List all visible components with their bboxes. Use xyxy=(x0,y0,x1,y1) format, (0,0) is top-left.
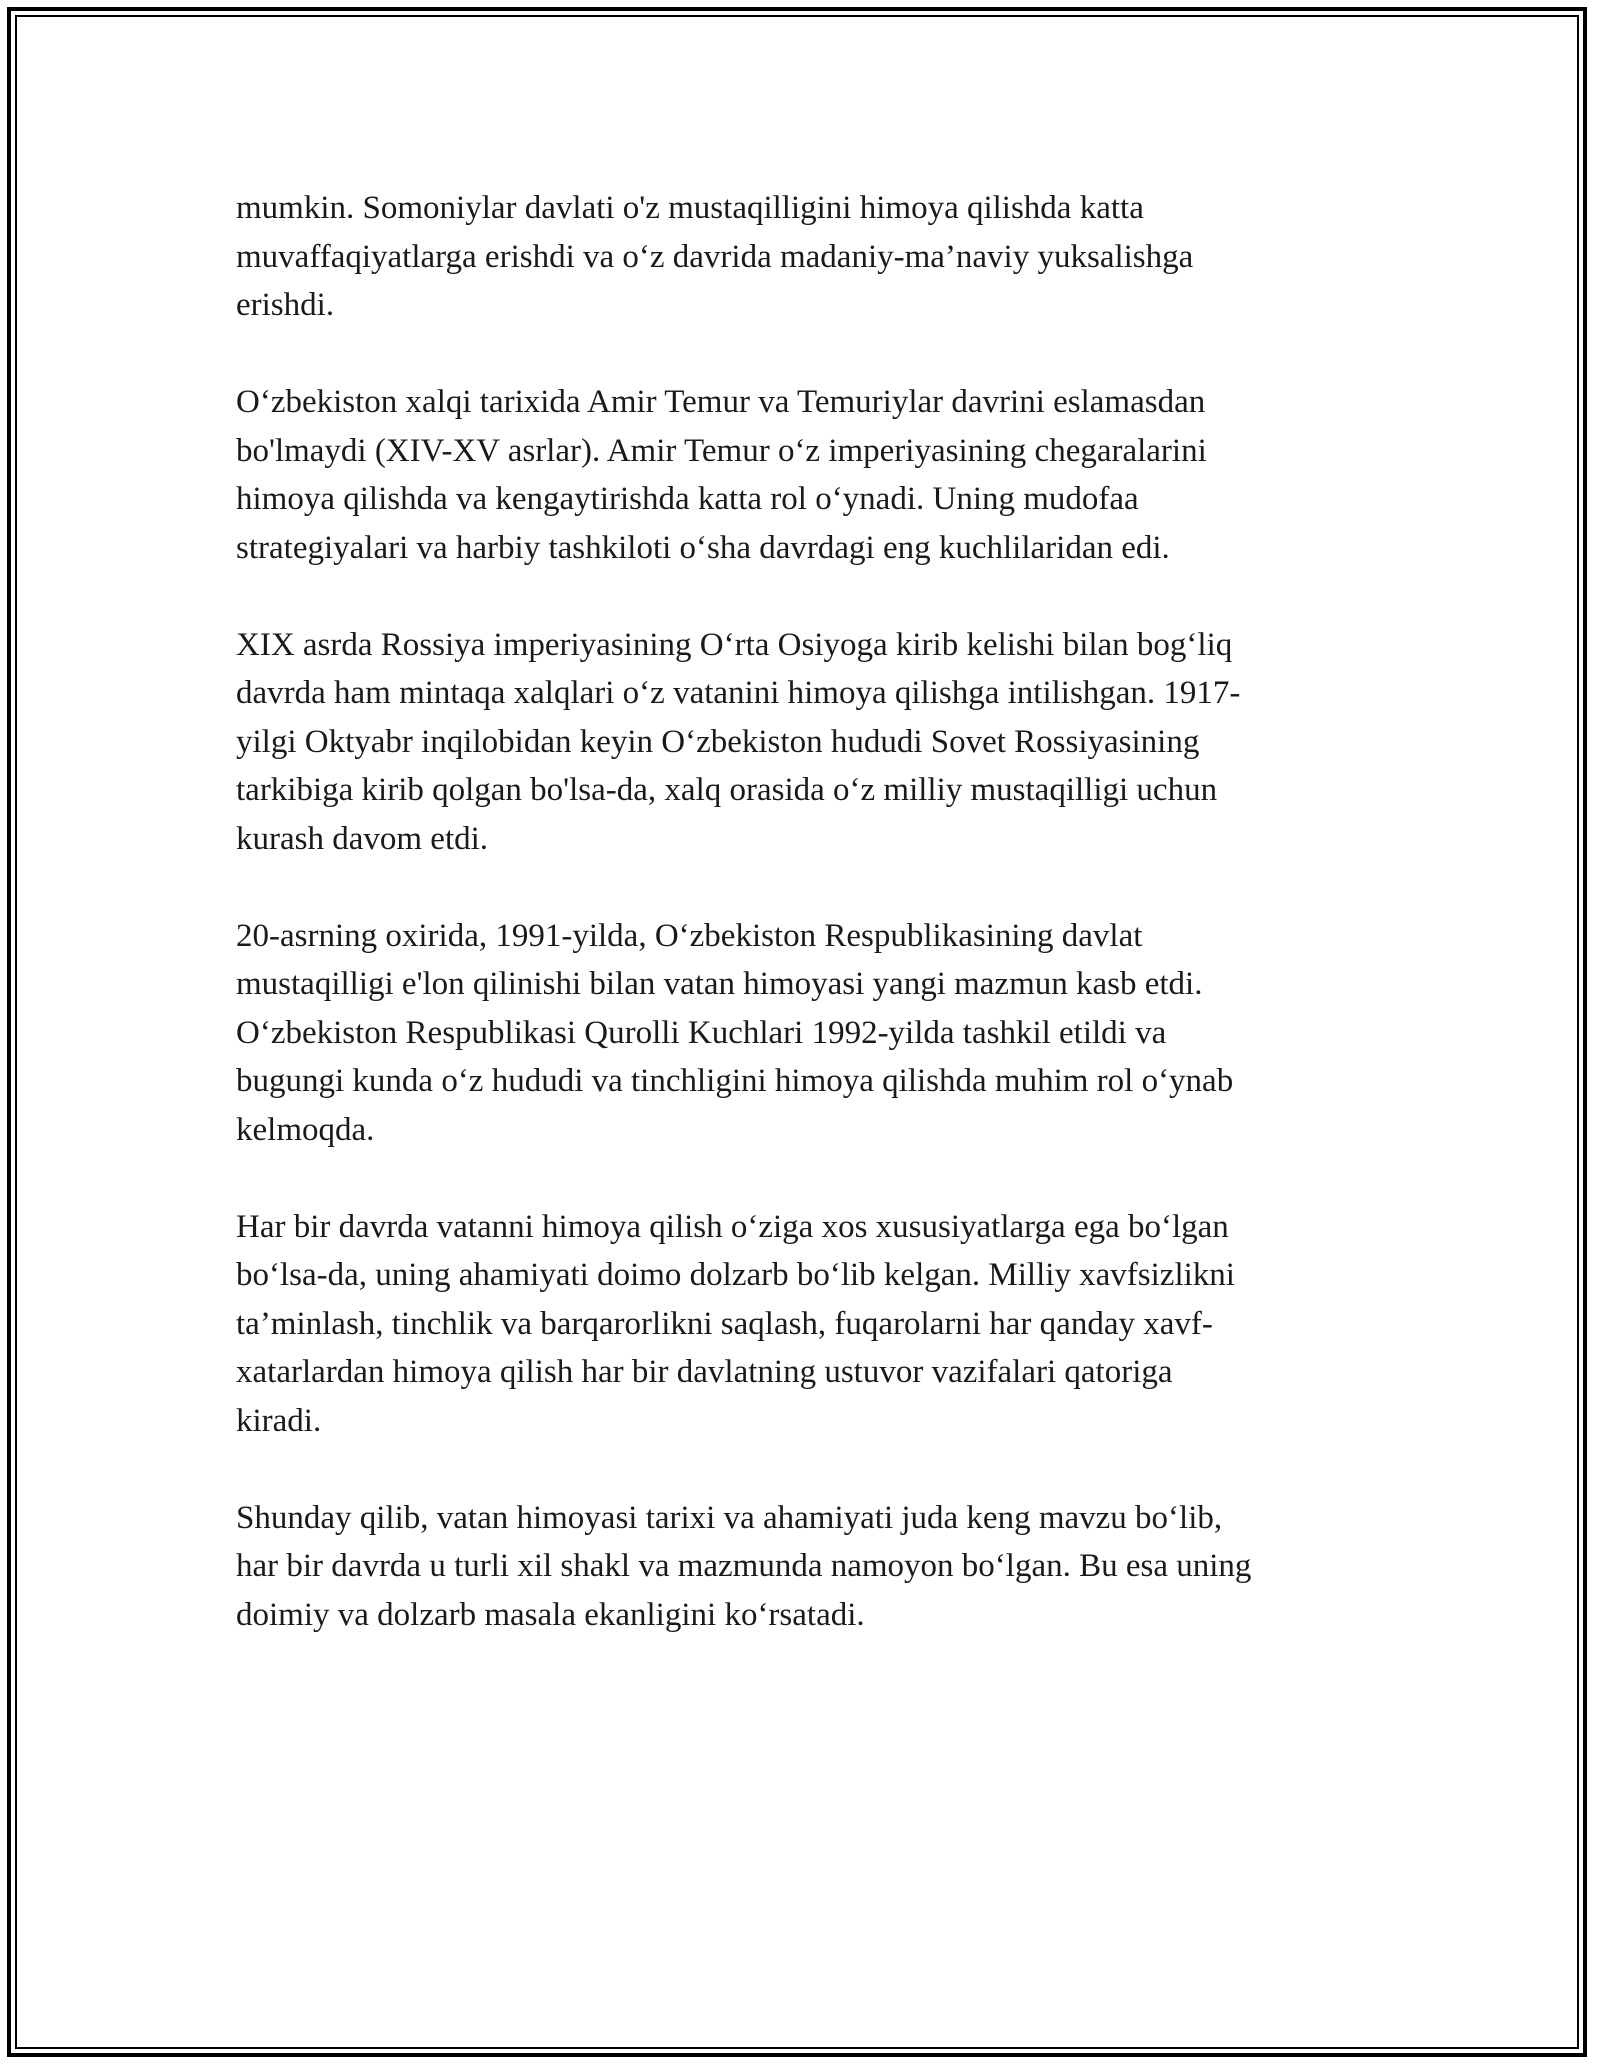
text-line: xatarlardan himoya qilish har bir davlatning ustuvor vazifalari qatoriga xyxy=(236,1354,1173,1390)
paragraph-2 xyxy=(236,378,1376,572)
text-line: O‘zbekiston Respublikasi Qurolli Kuchlari 1992-yilda tashkil etildi va xyxy=(236,1014,1167,1051)
paragraph-5 xyxy=(236,1203,1376,1446)
document-body xyxy=(236,184,1376,1688)
text-line: himoya qilishda va kengaytirishda katta rol o‘ynadi. Uning mudofaa xyxy=(236,481,1139,517)
paragraph-3 xyxy=(236,621,1376,864)
text-line: XIX asrda Rossiya imperiyasining O‘rta Osiyoga kirib kelishi bilan bog‘liq xyxy=(236,626,1233,663)
text-line: bo‘lsa-da, uning ahamiyati doimo dolzarb bo‘lib kelgan. Milliy xavfsizlikni xyxy=(236,1257,1235,1293)
text-line: mumkin. Somoniylar davlati o'z mustaqilligini himoya qilishda katta xyxy=(236,190,1144,226)
text-line: ta’minlash, tinchlik va barqarorlikni saqlash, fuqarolarni har qanday xavf- xyxy=(236,1305,1213,1342)
paragraph-6 xyxy=(236,1494,1376,1640)
paragraph-1 xyxy=(236,184,1376,330)
text-line: kurash davom etdi. xyxy=(236,820,489,857)
text-line: kiradi. xyxy=(236,1402,322,1439)
text-line: strategiyalari va harbiy tashkiloti o‘sha davrdagi eng kuchlilaridan edi. xyxy=(236,529,1170,566)
paragraph-4 xyxy=(236,912,1376,1155)
text-line: kelmoqda. xyxy=(236,1111,375,1148)
text-line: 20-asrning oxirida, 1991-yilda, O‘zbekiston Respublikasining davlat xyxy=(236,917,1143,954)
text-line: Shunday qilib, vatan himoyasi tarixi va ahamiyati juda keng mavzu bo‘lib, xyxy=(236,1499,1223,1536)
text-line: davrda ham mintaqa xalqlari o‘z vatanini himoya qilishga intilishgan. 1917- xyxy=(236,675,1241,711)
text-line: doimiy va dolzarb masala ekanligini ko‘rsatadi. xyxy=(236,1596,865,1633)
text-line: erishdi. xyxy=(236,287,335,323)
text-line: Har bir davrda vatanni himoya qilish o‘ziga xos xususiyatlarga ega bo‘lgan xyxy=(236,1208,1229,1245)
text-line: tarkibiga kirib qolgan bo'lsa-da, xalq orasida o‘z milliy mustaqilligi uchun xyxy=(236,772,1218,808)
text-line: mustaqilligi e'lon qilinishi bilan vatan himoyasi yangi mazmun kasb etdi. xyxy=(236,966,1203,1002)
text-line: har bir davrda u turli xil shakl va mazmunda namoyon bo‘lgan. Bu esa uning xyxy=(236,1548,1252,1584)
text-line: yilgi Oktyabr inqilobidan keyin O‘zbekiston hududi Sovet Rossiyasining xyxy=(236,723,1200,760)
text-line: O‘zbekiston xalqi tarixida Amir Temur va Temuriylar davrini eslamasdan xyxy=(236,384,1206,420)
text-line: bo'lmaydi (XIV-XV asrlar). Amir Temur o‘z imperiyasining chegaralarini xyxy=(236,432,1207,469)
text-line: muvaffaqiyatlarga erishdi va o‘z davrida madaniy-ma’naviy yuksalishga xyxy=(236,238,1194,275)
text-line: bugungi kunda o‘z hududi va tinchligini himoya qilishda muhim rol o‘ynab xyxy=(236,1063,1234,1099)
